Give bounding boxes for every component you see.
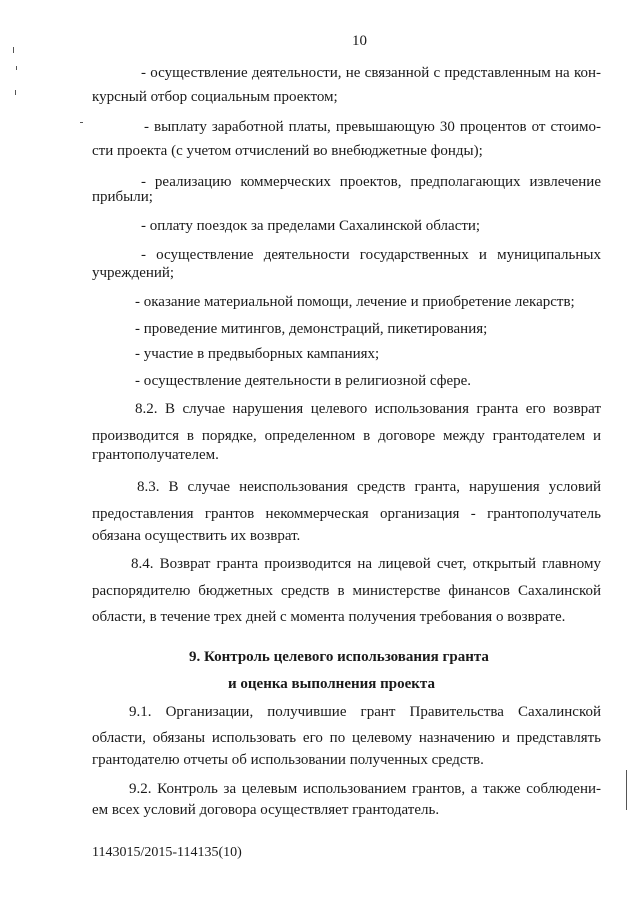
- list-item-line: - выплату заработной платы, превышающую 30 процентов от стоимо-: [144, 119, 601, 135]
- paragraph-line: распорядителю бюджетных средств в министерстве финансов Сахалинской: [92, 583, 601, 599]
- section-title: 9. Контроль целевого использования гранта: [189, 649, 489, 665]
- list-item-line: прибыли;: [92, 189, 153, 205]
- paragraph-line: области, в течение трех дней с момента получения требования о возврате.: [92, 609, 566, 625]
- list-item-line: сти проекта (с учетом отчислений во внебюджетные фонды);: [92, 143, 483, 159]
- scan-speck: [80, 122, 83, 123]
- scan-speck: [13, 47, 14, 53]
- list-item-line: - оказание материальной помощи, лечение и приобретение лекарств;: [135, 294, 575, 310]
- paragraph-line: 8.2. В случае нарушения целевого использования гранта его возврат: [135, 401, 601, 417]
- paragraph-line: 8.3. В случае неиспользования средств гранта, нарушения условий: [137, 479, 601, 495]
- list-item-line: - осуществление деятельности государственных и муниципальных: [141, 247, 601, 263]
- section-title: и оценка выполнения проекта: [228, 676, 435, 692]
- list-item-line: - проведение митингов, демонстраций, пикетирования;: [135, 321, 488, 337]
- paragraph-line: производится в порядке, определенном в договоре между грантодателем и: [92, 428, 601, 444]
- list-item-line: - осуществление деятельности, не связанной с представленным на кон-: [141, 65, 601, 81]
- paragraph-line: 9.2. Контроль за целевым использованием грантов, а также соблюдени-: [129, 781, 601, 797]
- paragraph-line: грантополучателем.: [92, 447, 219, 463]
- paragraph-line: ем всех условий договора осуществляет грантодатель.: [92, 802, 440, 818]
- page-number: 10: [352, 33, 367, 49]
- paragraph-line: грантодателю отчеты об использовании полученных средств.: [92, 752, 484, 768]
- scan-speck: [15, 90, 16, 95]
- list-item-line: курсный отбор социальным проектом;: [92, 89, 338, 105]
- document-id: 1143015/2015-114135(10): [92, 845, 242, 860]
- list-item-line: - реализацию коммерческих проектов, предполагающих извлечение: [141, 174, 601, 190]
- list-item-line: учреждений;: [92, 265, 175, 281]
- scan-speck: [16, 66, 17, 70]
- paragraph-line: области, обязаны использовать его по целевому назначению и представлять: [92, 730, 601, 746]
- paragraph-line: обязана осуществить их возврат.: [92, 528, 301, 544]
- list-item-line: - участие в предвыборных кампаниях;: [135, 346, 380, 362]
- paragraph-line: предоставления грантов некоммерческая организация - грантополучатель: [92, 506, 601, 522]
- list-item-line: - осуществление деятельности в религиозной сфере.: [135, 373, 472, 389]
- list-item-line: - оплату поездок за пределами Сахалинской области;: [141, 218, 481, 234]
- scan-speck: [626, 770, 627, 810]
- paragraph-line: 9.1. Организации, получившие грант Правительства Сахалинской: [129, 704, 601, 720]
- paragraph-line: 8.4. Возврат гранта производится на лицевой счет, открытый главному: [131, 556, 601, 572]
